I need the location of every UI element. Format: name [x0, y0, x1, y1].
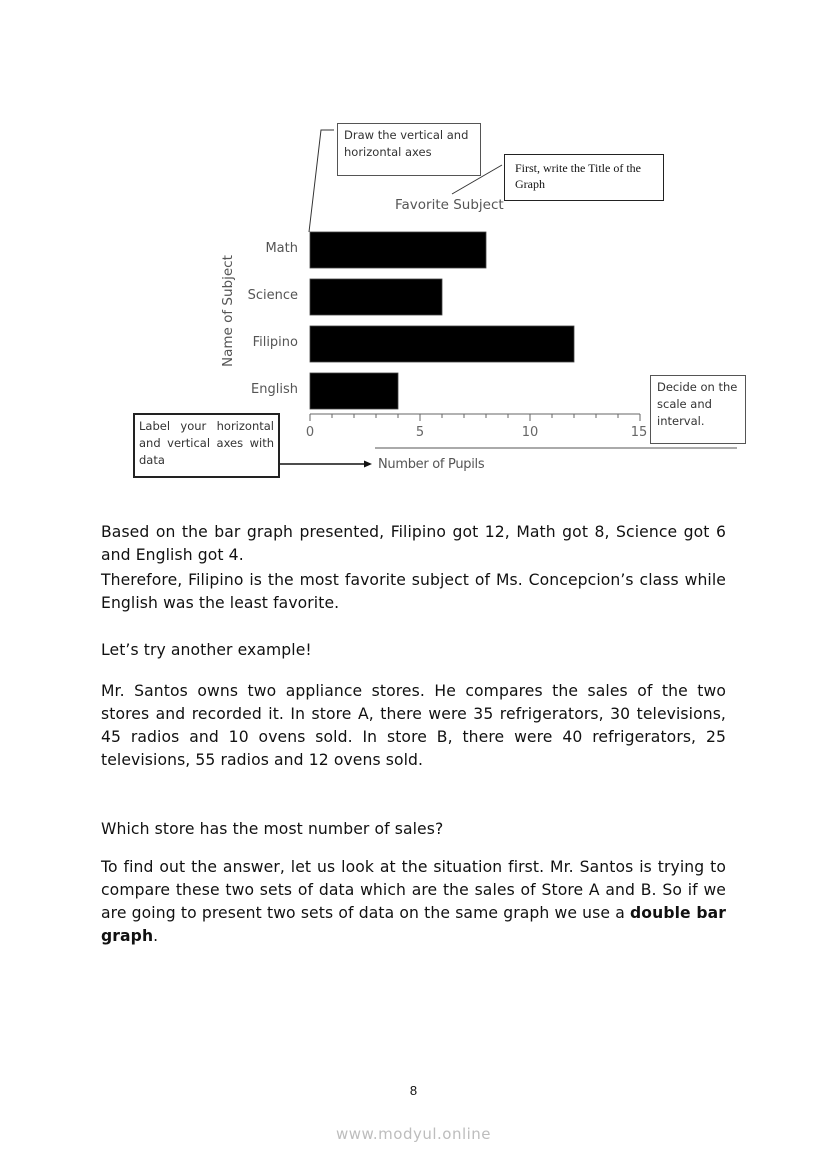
paragraph-santos-stores: Mr. Santos owns two appliance stores. He compares the sales of the two stores and recorded it. In store A, there were 35 refrigerators, 30 televisions, 45 radios and 10 ovens sold. In store B, there were 40 refrigerators, 25 televisions, 55 radios and 12 ovens sold.	[101, 682, 726, 769]
bar-science	[310, 279, 442, 315]
callout-write-title	[504, 154, 664, 201]
callout-write-title-text: First, write the Title of the Graph	[515, 161, 641, 191]
paragraph-double-bar-intro	[101, 856, 726, 948]
arrow-head-icon	[364, 461, 372, 468]
x-axis-label: Number of Pupils	[378, 457, 485, 472]
callout-label-axes-text: Label your horizontal and vertical axes with data	[139, 419, 274, 467]
bar-math	[310, 232, 486, 268]
x-tick-label-15: 15	[630, 425, 648, 440]
page-number: 8	[409, 1083, 418, 1098]
callout-scale-interval	[650, 375, 746, 444]
bar-filipino	[310, 326, 574, 362]
watermark: www.modyul.online	[335, 1125, 492, 1143]
category-label-science: Science	[247, 288, 298, 303]
x-tick-label-5: 5	[415, 425, 425, 440]
callout-draw-axes-text: Draw the vertical and horizontal axes	[344, 128, 469, 159]
paragraph-graph-results: Based on the bar graph presented, Filipino got 12, Math got 8, Science got 6 and English got 4.	[101, 523, 726, 564]
paragraph-conclusion: Therefore, Filipino is the most favorite subject of Ms. Concepcion’s class while English was the least favorite.	[101, 571, 726, 612]
category-label-math: Math	[265, 241, 298, 256]
axes-callout-leader	[309, 130, 334, 232]
double-bar-graph-term: double bar graph	[101, 904, 727, 945]
category-label-english: English	[251, 382, 298, 397]
bar-english	[310, 373, 398, 409]
double-bar-intro-end: .	[153, 927, 159, 945]
callout-draw-axes	[337, 123, 481, 176]
x-tick-label-10: 10	[521, 425, 539, 440]
paragraph-another-example: Let’s try another example!	[101, 641, 312, 659]
paragraph-question: Which store has the most number of sales?	[101, 820, 444, 838]
chart-title: Favorite Subject	[395, 197, 504, 213]
double-bar-intro-text: To find out the answer, let us look at the situation first. Mr. Santos is trying to compare these two sets of data which are the sales of Store A and B. So if we are going to present two sets of data on the same graph we use a	[101, 858, 726, 922]
callout-scale-interval-text: Decide on the scale and interval.	[657, 380, 738, 428]
y-axis-label: Name of Subject	[220, 255, 236, 367]
callout-label-axes	[133, 413, 280, 478]
category-label-filipino: Filipino	[252, 335, 298, 350]
x-tick-label-0: 0	[305, 425, 315, 440]
